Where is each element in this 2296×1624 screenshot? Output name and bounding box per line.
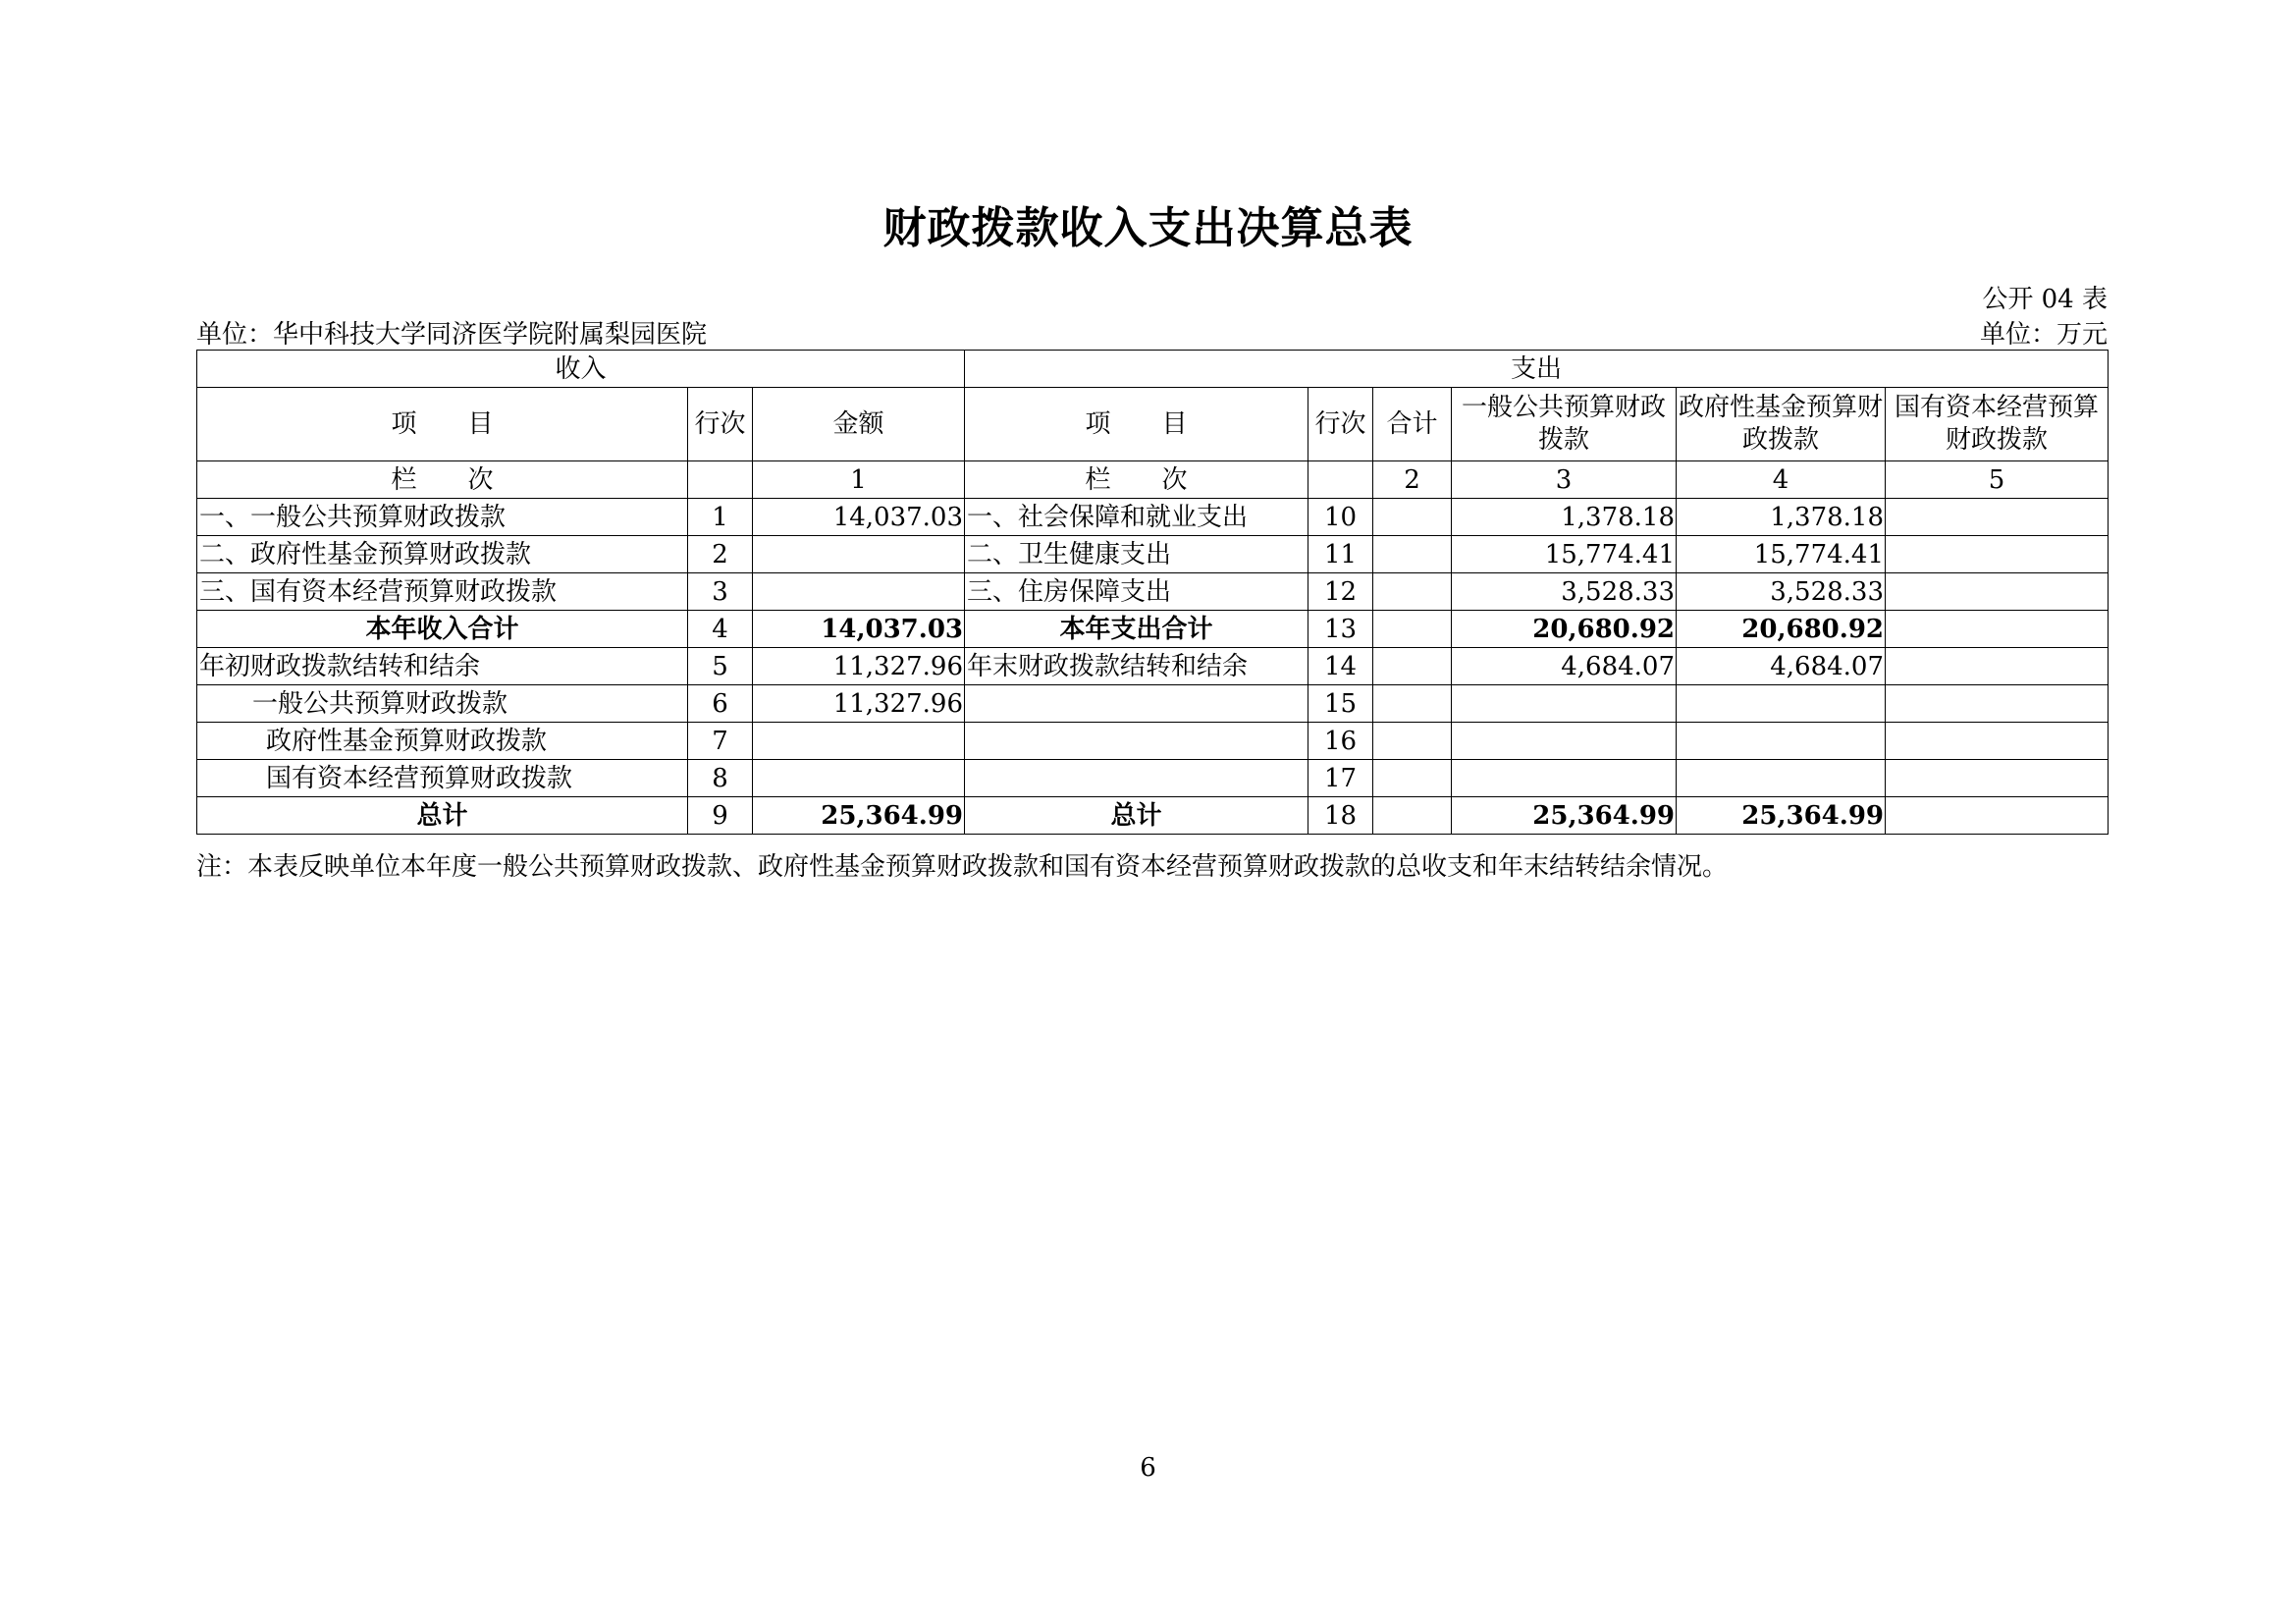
expense-item — [965, 685, 1308, 723]
expense-line: 11 — [1308, 536, 1373, 573]
income-amount: 25,364.99 — [753, 797, 965, 835]
income-item: 一般公共预算财政拨款 — [197, 685, 688, 723]
income-item: 总计 — [197, 797, 688, 835]
col-income-line: 行次 — [688, 388, 753, 461]
expense-general — [1452, 723, 1677, 760]
income-amount: 11,327.96 — [753, 648, 965, 685]
col-expense-item: 项 目 — [965, 388, 1308, 461]
expense-fund — [1677, 685, 1886, 723]
expense-item: 总计 — [965, 797, 1308, 835]
col-num-total: 2 — [1373, 461, 1452, 499]
col-fund-budget: 政府性基金预算财政拨款 — [1677, 388, 1886, 461]
header-row-sections — [197, 351, 2109, 388]
page-title: 财政拨款收入支出决算总表 — [882, 203, 1414, 253]
form-number: 公开 04 表 — [1982, 285, 2108, 314]
income-line: 9 — [688, 797, 753, 835]
income-amount — [753, 573, 965, 611]
expense-item: 二、卫生健康支出 — [965, 536, 1308, 573]
col-num-general: 3 — [1452, 461, 1677, 499]
income-amount: 14,037.03 — [753, 611, 965, 648]
expense-fund: 3,528.33 — [1677, 573, 1886, 611]
expense-line: 18 — [1308, 797, 1373, 835]
budget-table — [196, 350, 2109, 835]
expense-state — [1886, 573, 2109, 611]
expense-line: 14 — [1308, 648, 1373, 685]
income-amount: 11,327.96 — [753, 685, 965, 723]
expense-fund — [1677, 760, 1886, 797]
col-expense-total: 合计 — [1373, 388, 1452, 461]
income-item: 年初财政拨款结转和结余 — [197, 648, 688, 685]
expense-fund: 25,364.99 — [1677, 797, 1886, 835]
expense-state — [1886, 536, 2109, 573]
expense-general: 4,684.07 — [1452, 648, 1677, 685]
expense-state — [1886, 723, 2109, 760]
expense-item — [965, 723, 1308, 760]
grand-total-row — [197, 797, 2109, 835]
expense-total — [1373, 573, 1452, 611]
expense-state — [1886, 611, 2109, 648]
col-income-item: 项 目 — [197, 388, 688, 461]
col-label-expense: 栏 次 — [965, 461, 1308, 499]
col-state-capital: 国有资本经营预算财政拨款 — [1886, 388, 2109, 461]
income-line: 6 — [688, 685, 753, 723]
currency-unit: 单位：万元 — [1979, 320, 2108, 350]
table-row — [197, 499, 2109, 536]
table-row — [197, 760, 2109, 797]
table-note: 注：本表反映单位本年度一般公共预算财政拨款、政府性基金预算财政拨款和国有资本经营预算财政拨款的总收支和年末结转结余情况。 — [196, 852, 1729, 882]
table-row — [197, 685, 2109, 723]
expense-line: 10 — [1308, 499, 1373, 536]
expense-general — [1452, 685, 1677, 723]
income-line: 7 — [688, 723, 753, 760]
page-number: 6 — [1140, 1453, 1156, 1483]
header-row-columns — [197, 388, 2109, 461]
expense-item: 一、社会保障和就业支出 — [965, 499, 1308, 536]
header-row-column-numbers — [197, 461, 2109, 499]
col-label-income: 栏 次 — [197, 461, 688, 499]
expense-item: 本年支出合计 — [965, 611, 1308, 648]
col-num-amount: 1 — [753, 461, 965, 499]
expense-state — [1886, 797, 2109, 835]
expense-total — [1373, 685, 1452, 723]
income-amount: 14,037.03 — [753, 499, 965, 536]
expense-fund — [1677, 723, 1886, 760]
income-item: 三、国有资本经营预算财政拨款 — [197, 573, 688, 611]
table-row — [197, 648, 2109, 685]
expense-line: 16 — [1308, 723, 1373, 760]
unit-name: 单位：华中科技大学同济医学院附属梨园医院 — [196, 320, 708, 350]
expense-state — [1886, 499, 2109, 536]
expense-fund: 20,680.92 — [1677, 611, 1886, 648]
expense-fund: 4,684.07 — [1677, 648, 1886, 685]
expense-fund: 15,774.41 — [1677, 536, 1886, 573]
income-item: 国有资本经营预算财政拨款 — [197, 760, 688, 797]
expense-general: 3,528.33 — [1452, 573, 1677, 611]
expense-state — [1886, 648, 2109, 685]
expense-total — [1373, 723, 1452, 760]
expense-state — [1886, 685, 2109, 723]
expense-line: 17 — [1308, 760, 1373, 797]
col-income-amount: 金额 — [753, 388, 965, 461]
table-row — [197, 536, 2109, 573]
expense-total — [1373, 611, 1452, 648]
expense-line: 13 — [1308, 611, 1373, 648]
expense-general: 25,364.99 — [1452, 797, 1677, 835]
expense-line: 12 — [1308, 573, 1373, 611]
expense-general: 15,774.41 — [1452, 536, 1677, 573]
income-amount — [753, 723, 965, 760]
expense-general: 1,378.18 — [1452, 499, 1677, 536]
expense-total — [1373, 797, 1452, 835]
income-line: 3 — [688, 573, 753, 611]
income-line: 2 — [688, 536, 753, 573]
expense-fund: 1,378.18 — [1677, 499, 1886, 536]
expense-total — [1373, 536, 1452, 573]
income-item: 二、政府性基金预算财政拨款 — [197, 536, 688, 573]
expense-general: 20,680.92 — [1452, 611, 1677, 648]
expense-total — [1373, 499, 1452, 536]
expense-line: 15 — [1308, 685, 1373, 723]
expense-state — [1886, 760, 2109, 797]
expense-total — [1373, 648, 1452, 685]
table-row — [197, 573, 2109, 611]
expense-general — [1452, 760, 1677, 797]
income-header: 收入 — [197, 351, 965, 388]
income-line: 5 — [688, 648, 753, 685]
expense-total — [1373, 760, 1452, 797]
col-num-fund: 4 — [1677, 461, 1886, 499]
expense-header: 支出 — [965, 351, 2109, 388]
col-num-state: 5 — [1886, 461, 2109, 499]
empty-cell — [1308, 461, 1373, 499]
income-item: 本年收入合计 — [197, 611, 688, 648]
expense-item: 三、住房保障支出 — [965, 573, 1308, 611]
expense-item: 年末财政拨款结转和结余 — [965, 648, 1308, 685]
table-row — [197, 723, 2109, 760]
empty-cell — [688, 461, 753, 499]
col-general-budget: 一般公共预算财政拨款 — [1452, 388, 1677, 461]
expense-item — [965, 760, 1308, 797]
income-line: 1 — [688, 499, 753, 536]
income-item: 政府性基金预算财政拨款 — [197, 723, 688, 760]
income-amount — [753, 536, 965, 573]
income-line: 8 — [688, 760, 753, 797]
subtotal-row — [197, 611, 2109, 648]
col-expense-line: 行次 — [1308, 388, 1373, 461]
income-line: 4 — [688, 611, 753, 648]
income-item: 一、一般公共预算财政拨款 — [197, 499, 688, 536]
income-amount — [753, 760, 965, 797]
